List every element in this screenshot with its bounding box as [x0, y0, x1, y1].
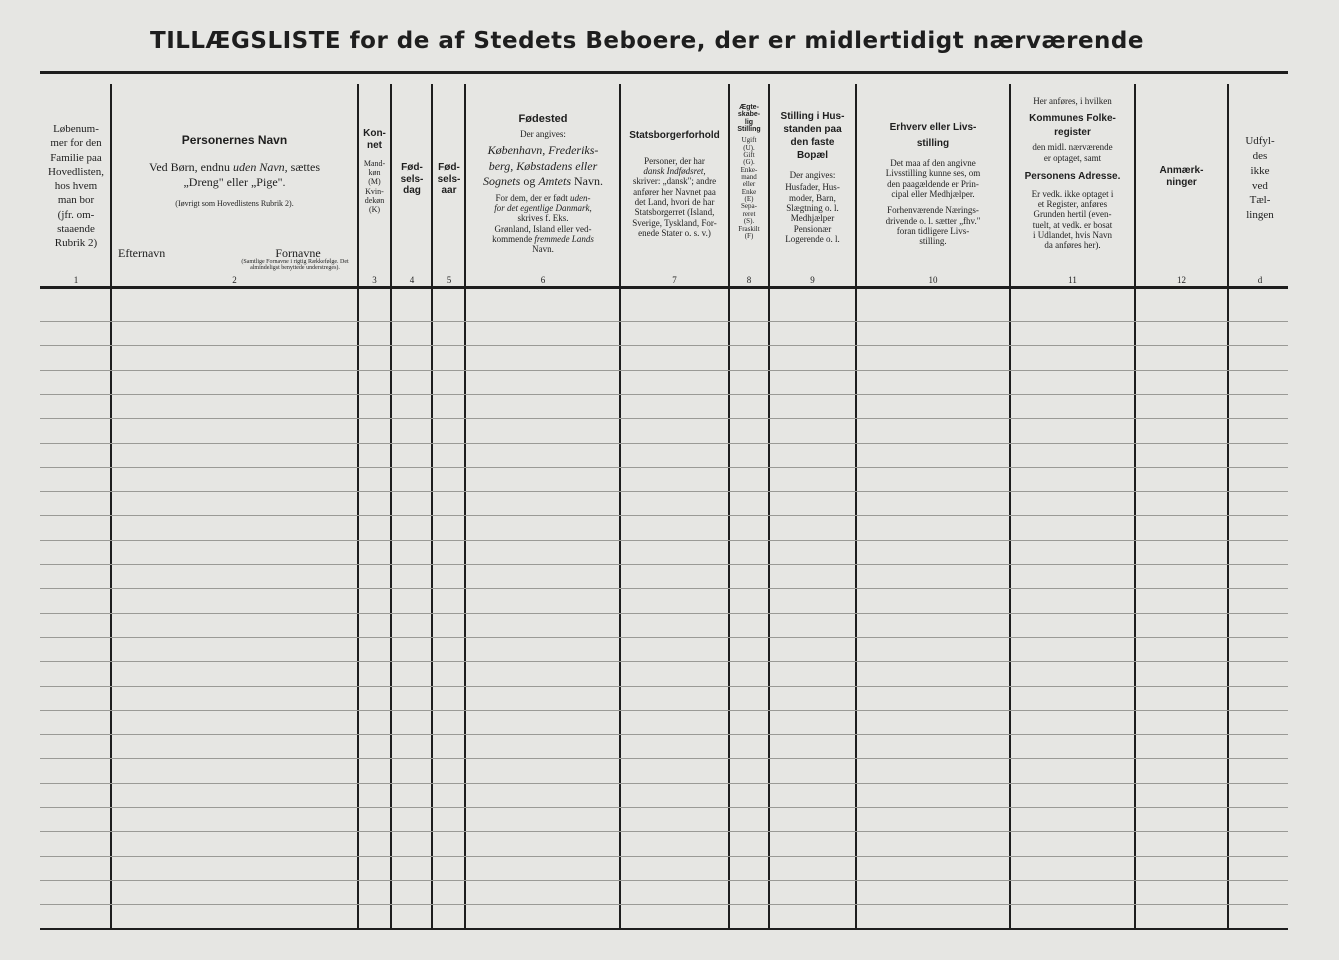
cold-line: ikke: [1250, 164, 1270, 177]
col1-line: mer for den: [50, 137, 102, 150]
cold-line: Udfyl-: [1245, 135, 1275, 147]
entry-row-rule: [40, 637, 1288, 638]
column-number: 8: [746, 275, 752, 285]
col-divider: [390, 84, 392, 929]
form-title: TILLÆGSLISTE for de af Stedets Beboere, der er midlertidigt nærværende: [150, 28, 1144, 54]
col6-text: Navn.: [532, 244, 554, 255]
col9-line: Medhjælper: [790, 213, 835, 224]
col3-line: dekøn: [364, 195, 385, 205]
col2-header: [112, 134, 357, 208]
col1-line: Familie paa: [50, 151, 102, 164]
col3-line: (M): [368, 177, 381, 187]
col8-line: (F): [744, 231, 754, 240]
col3-heading: Kon- net: [363, 128, 386, 151]
col2-text: sættes: [290, 159, 320, 174]
col2-firstname-note: (Samtlige Fornavne i rigtig Rækkefølge. Det almindeligst benyttede understreges).: [241, 259, 349, 272]
col7-heading: Statsborgerforhold: [629, 130, 720, 141]
col3-line: (K): [368, 204, 381, 214]
entry-row-rule: [40, 880, 1288, 881]
col6-text: Navn.: [574, 174, 603, 189]
col7-line: skriver: „dansk"; andre: [632, 176, 717, 187]
column-number: 11: [1068, 275, 1077, 285]
entry-row-rule: [40, 661, 1288, 662]
entry-row-rule: [40, 370, 1288, 371]
col8-header: [730, 104, 768, 240]
column-number: d: [1257, 275, 1263, 285]
col6-text: Grønland, Island eller ved-: [494, 223, 592, 234]
col8-line: (S).: [743, 217, 755, 226]
col6-sub: Der angives:: [520, 128, 566, 139]
col6-text: For dem, der er født: [495, 192, 568, 203]
col1-line: (jfr. om-: [57, 208, 95, 221]
col8-line: mand: [741, 173, 757, 182]
col1-line: hos hvem: [54, 180, 98, 193]
col-divider: [464, 84, 466, 929]
col10-heading: Erhverv eller Livs- stilling: [889, 122, 977, 149]
entry-row-rule: [40, 686, 1288, 687]
column-number: 1: [73, 275, 79, 285]
col7-header: [621, 130, 728, 238]
col7-line: Personer, der har: [644, 155, 705, 166]
col7-line: anfører her Navnet paa: [633, 186, 716, 197]
col6-text: skrives f. Eks.: [517, 213, 569, 224]
col9-heading: Stilling i Hus- standen paa den faste Bopæl: [780, 111, 845, 161]
col-divider: [431, 84, 433, 929]
col3-line: køn: [368, 168, 381, 178]
col8-line: eller: [742, 180, 756, 189]
col1-header: [40, 122, 112, 251]
col6-italic: Amtets: [538, 174, 571, 189]
entry-row-rule: [40, 515, 1288, 516]
column-number: 4: [409, 275, 415, 285]
col11-line: da anføres her).: [1044, 240, 1101, 251]
col11-line: er optaget, samt: [1043, 152, 1102, 163]
col3-header: [359, 128, 390, 214]
col1-line: man bor: [57, 194, 95, 207]
col6-italic: for det egentlige Danmark,: [494, 203, 592, 214]
col10-line: cipal eller Medhjælper.: [891, 189, 975, 200]
col11-line: et Register, anføres: [1037, 198, 1108, 209]
col8-heading: Ægte- skabe- lig Stilling: [737, 104, 761, 134]
col6-italic: berg, Købstadens eller: [488, 158, 598, 173]
col3-line: Mand-: [363, 159, 386, 168]
col2-note: (Iøvrigt som Hovedlistens Rubrik 2).: [175, 198, 294, 208]
col8-line: Enke-: [740, 165, 758, 174]
entry-row-rule: [40, 394, 1288, 395]
entry-row-rule: [40, 831, 1288, 832]
col6-italic: uden-: [569, 192, 591, 203]
entry-row-rule: [40, 564, 1288, 565]
col7-line: Sverige, Tyskland, For-: [632, 217, 717, 228]
col3-line: Kvin-: [365, 186, 384, 196]
col7-italic: dansk Indfødsret,: [643, 165, 706, 176]
col9-line: moder, Barn,: [789, 192, 836, 203]
col7-line: det Land, hvori de har: [634, 196, 715, 207]
entry-row-rule: [40, 443, 1288, 444]
col11-heading2: Personens Adresse.: [1024, 171, 1121, 183]
entry-row-rule: [40, 588, 1288, 589]
col6-heading: Fødested: [518, 113, 568, 125]
col10-line: den paagældende er Prin-: [887, 178, 979, 189]
column-number: 7: [672, 275, 677, 285]
col11-heading: Kommunes Folke- register: [1029, 113, 1116, 139]
col6-italic: fremmede Lands: [534, 234, 594, 245]
col5-header: Fød- sels- aar: [437, 162, 461, 196]
col11-line: den midl. nærværende: [1032, 142, 1113, 153]
cold-line: Tæl-: [1249, 194, 1271, 207]
col10-line: stilling.: [919, 236, 947, 247]
col4-header: Fød- sels- dag: [400, 162, 424, 196]
col11-line: Er vedk. ikke optaget i: [1031, 188, 1114, 199]
header-top-rule: [40, 71, 1288, 74]
entry-row-rule: [40, 783, 1288, 784]
col1-line: Løbenum-: [53, 123, 99, 135]
col12-header: Anmærk- ninger: [1159, 165, 1204, 188]
col2-text: „Dreng" eller „Pige".: [183, 175, 286, 190]
col7-line: enede Stater o. s. v.): [638, 227, 711, 238]
column-number: 6: [540, 275, 546, 285]
cold-line: ved: [1252, 179, 1268, 192]
entry-row-rule: [40, 613, 1288, 614]
col8-line: Enke: [741, 187, 757, 196]
column-number: 3: [372, 275, 377, 285]
column-number: 10: [928, 275, 938, 285]
col2-heading: Personernes Navn: [181, 133, 288, 147]
col10-line: Det maa af den angivne: [890, 158, 976, 168]
header-bottom-rule: [40, 286, 1288, 289]
col6-italic: Sognets: [482, 174, 521, 189]
col1-line: Hovedlisten,: [48, 165, 104, 178]
col2-firstname-label: Fornavne: [275, 246, 321, 260]
col8-line: Ugift: [741, 136, 757, 145]
col10-line: Forhenværende Nærings-: [887, 205, 979, 216]
entry-row-rule: [40, 467, 1288, 468]
col9-sub: Der angives:: [789, 170, 836, 180]
entry-row-rule: [40, 491, 1288, 492]
col8-line: reret: [742, 209, 756, 218]
col11-line: tuelt, at vedk. er bosat: [1032, 219, 1113, 230]
col2-text: Ved Børn, endnu: [149, 159, 230, 174]
col10-line: foran tidligere Livs-: [896, 226, 970, 237]
col2-surname-label: Efternavn: [118, 246, 166, 260]
col11-header: [1011, 96, 1134, 251]
cold-line: lingen: [1246, 209, 1274, 222]
col-divider: [1134, 84, 1136, 929]
col7-line: Statsborgerret (Island,: [634, 207, 715, 218]
col10-line: Livsstilling kunne ses, om: [885, 168, 981, 179]
col11-line: i Udlandet, hvis Navn: [1033, 229, 1112, 240]
entry-row-rule: [40, 540, 1288, 541]
col6-italic: København, Frederiks-: [487, 142, 599, 157]
col6-text: kommende: [492, 234, 533, 245]
col9-line: Pensionær: [793, 223, 832, 234]
col10-line: drivende o. l. sætter „fhv.": [885, 215, 981, 226]
form-bottom-rule: [40, 928, 1288, 930]
entry-row-rule: [40, 904, 1288, 905]
entry-row-rule: [40, 856, 1288, 857]
col8-line: (G).: [743, 158, 755, 167]
cold-header: [1229, 134, 1291, 223]
col9-header: [770, 110, 855, 244]
col6-header: [467, 113, 619, 255]
entry-row-rule: [40, 710, 1288, 711]
col10-header: [857, 120, 1009, 247]
column-number: 12: [1177, 275, 1186, 285]
entry-row-rule: [40, 418, 1288, 419]
entry-row-rule: [40, 321, 1288, 322]
col11-pre: Her anføres, i hvilken: [1033, 96, 1112, 106]
col11-line: Grunden hertil (even-: [1033, 209, 1112, 220]
col2-text-italic: uden Navn,: [233, 159, 288, 174]
cold-line: des: [1252, 149, 1268, 162]
col9-line: Husfader, Hus-: [785, 182, 840, 193]
col1-line: Rubrik 2): [54, 237, 98, 250]
entry-row-rule: [40, 758, 1288, 759]
col8-line: (E): [744, 195, 754, 204]
col9-line: Slægtning o. l.: [786, 203, 839, 214]
col9-line: Logerende o. l.: [785, 234, 840, 245]
column-number: 9: [810, 275, 815, 285]
entry-row-rule: [40, 807, 1288, 808]
column-number: 2: [232, 275, 237, 285]
col8-line: Sepa-: [741, 202, 757, 211]
entry-row-rule: [40, 345, 1288, 346]
col8-line: Fraskilt: [738, 224, 760, 233]
col8-line: (U).: [743, 143, 755, 152]
entry-row-rule: [40, 734, 1288, 735]
col1-line: staaende: [57, 223, 95, 236]
column-number: 5: [446, 275, 452, 285]
col8-line: Gift: [743, 151, 755, 160]
col6-text: og: [523, 174, 536, 189]
